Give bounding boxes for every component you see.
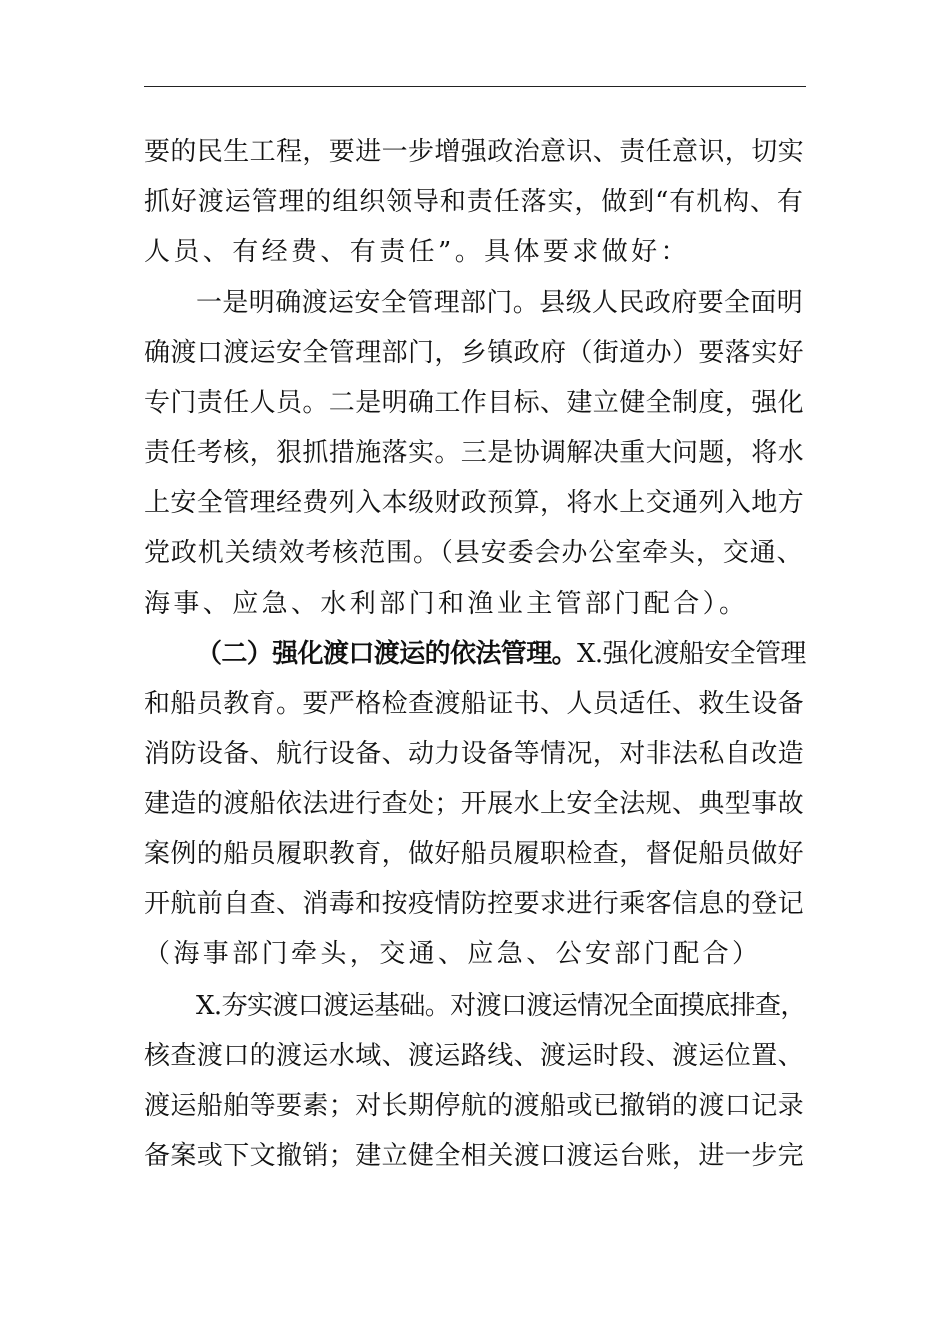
text-line: 专门责任人员。二是明确工作目标、建立健全制度，强化 [144,388,805,418]
text-line: 开航前自查、消毒和按疫情防控要求进行乘客信息的登记 [144,889,805,919]
text-line: 案例的船员履职教育，做好船员履职检查，督促船员做好 [144,839,805,869]
text-line: 建造的渡船依法进行查处；开展水上安全法规、典型事故 [144,789,805,819]
text-line: 核查渡口的渡运水域、渡运路线、渡运时段、渡运位置、 [144,1041,805,1071]
text-line: 一是明确渡运安全管理部门。县级人民政府要全面明 [196,288,804,318]
text-line: 责任考核，狠抓措施落实。三是协调解决重大问题，将水 [144,438,805,468]
text-line: （海事部门牵头，交通、应急、公安部门配合） [144,939,762,969]
text-line: 上安全管理经费列入本级财政预算，将水上交通列入地方 [144,488,805,518]
text-line: 确渡口渡运安全管理部门，乡镇政府（街道办）要落实好 [144,338,805,368]
text-line: 和船员教育。要严格检查渡船证书、人员适任、救生设备 [144,689,805,719]
text-line: 要的民生工程，要进一步增强政治意识、责任意识，切实 [144,137,805,167]
text-line: 消防设备、航行设备、动力设备等情况，对非法私自改造 [144,739,805,769]
text-line: 人员、有经费、有责任”。具体要求做好： [144,237,690,267]
text-line: 备案或下文撤销；建立健全相关渡口渡运台账，进一步完 [144,1141,805,1171]
text-line: 渡运船舶等要素；对长期停航的渡船或已撤销的渡口记录 [144,1091,805,1121]
text-line: 党政机关绩效考核范围。（县安委会办公室牵头，交通、 [144,538,804,568]
text-line: 海事、应急、水利部门和渔业主管部门配合）。 [144,589,749,619]
section-heading: （二）强化渡口渡运的依法管理。 [196,639,578,669]
header-rule [144,86,806,87]
section-text: X.强化渡船安全管理 [577,639,806,669]
text-line: 抓好渡运管理的组织领导和责任落实，做到“有机构、有 [144,187,804,217]
text-line: X.夯实渡口渡运基础。对渡口渡运情况全面摸底排查， [196,991,806,1021]
section-line [196,638,806,670]
